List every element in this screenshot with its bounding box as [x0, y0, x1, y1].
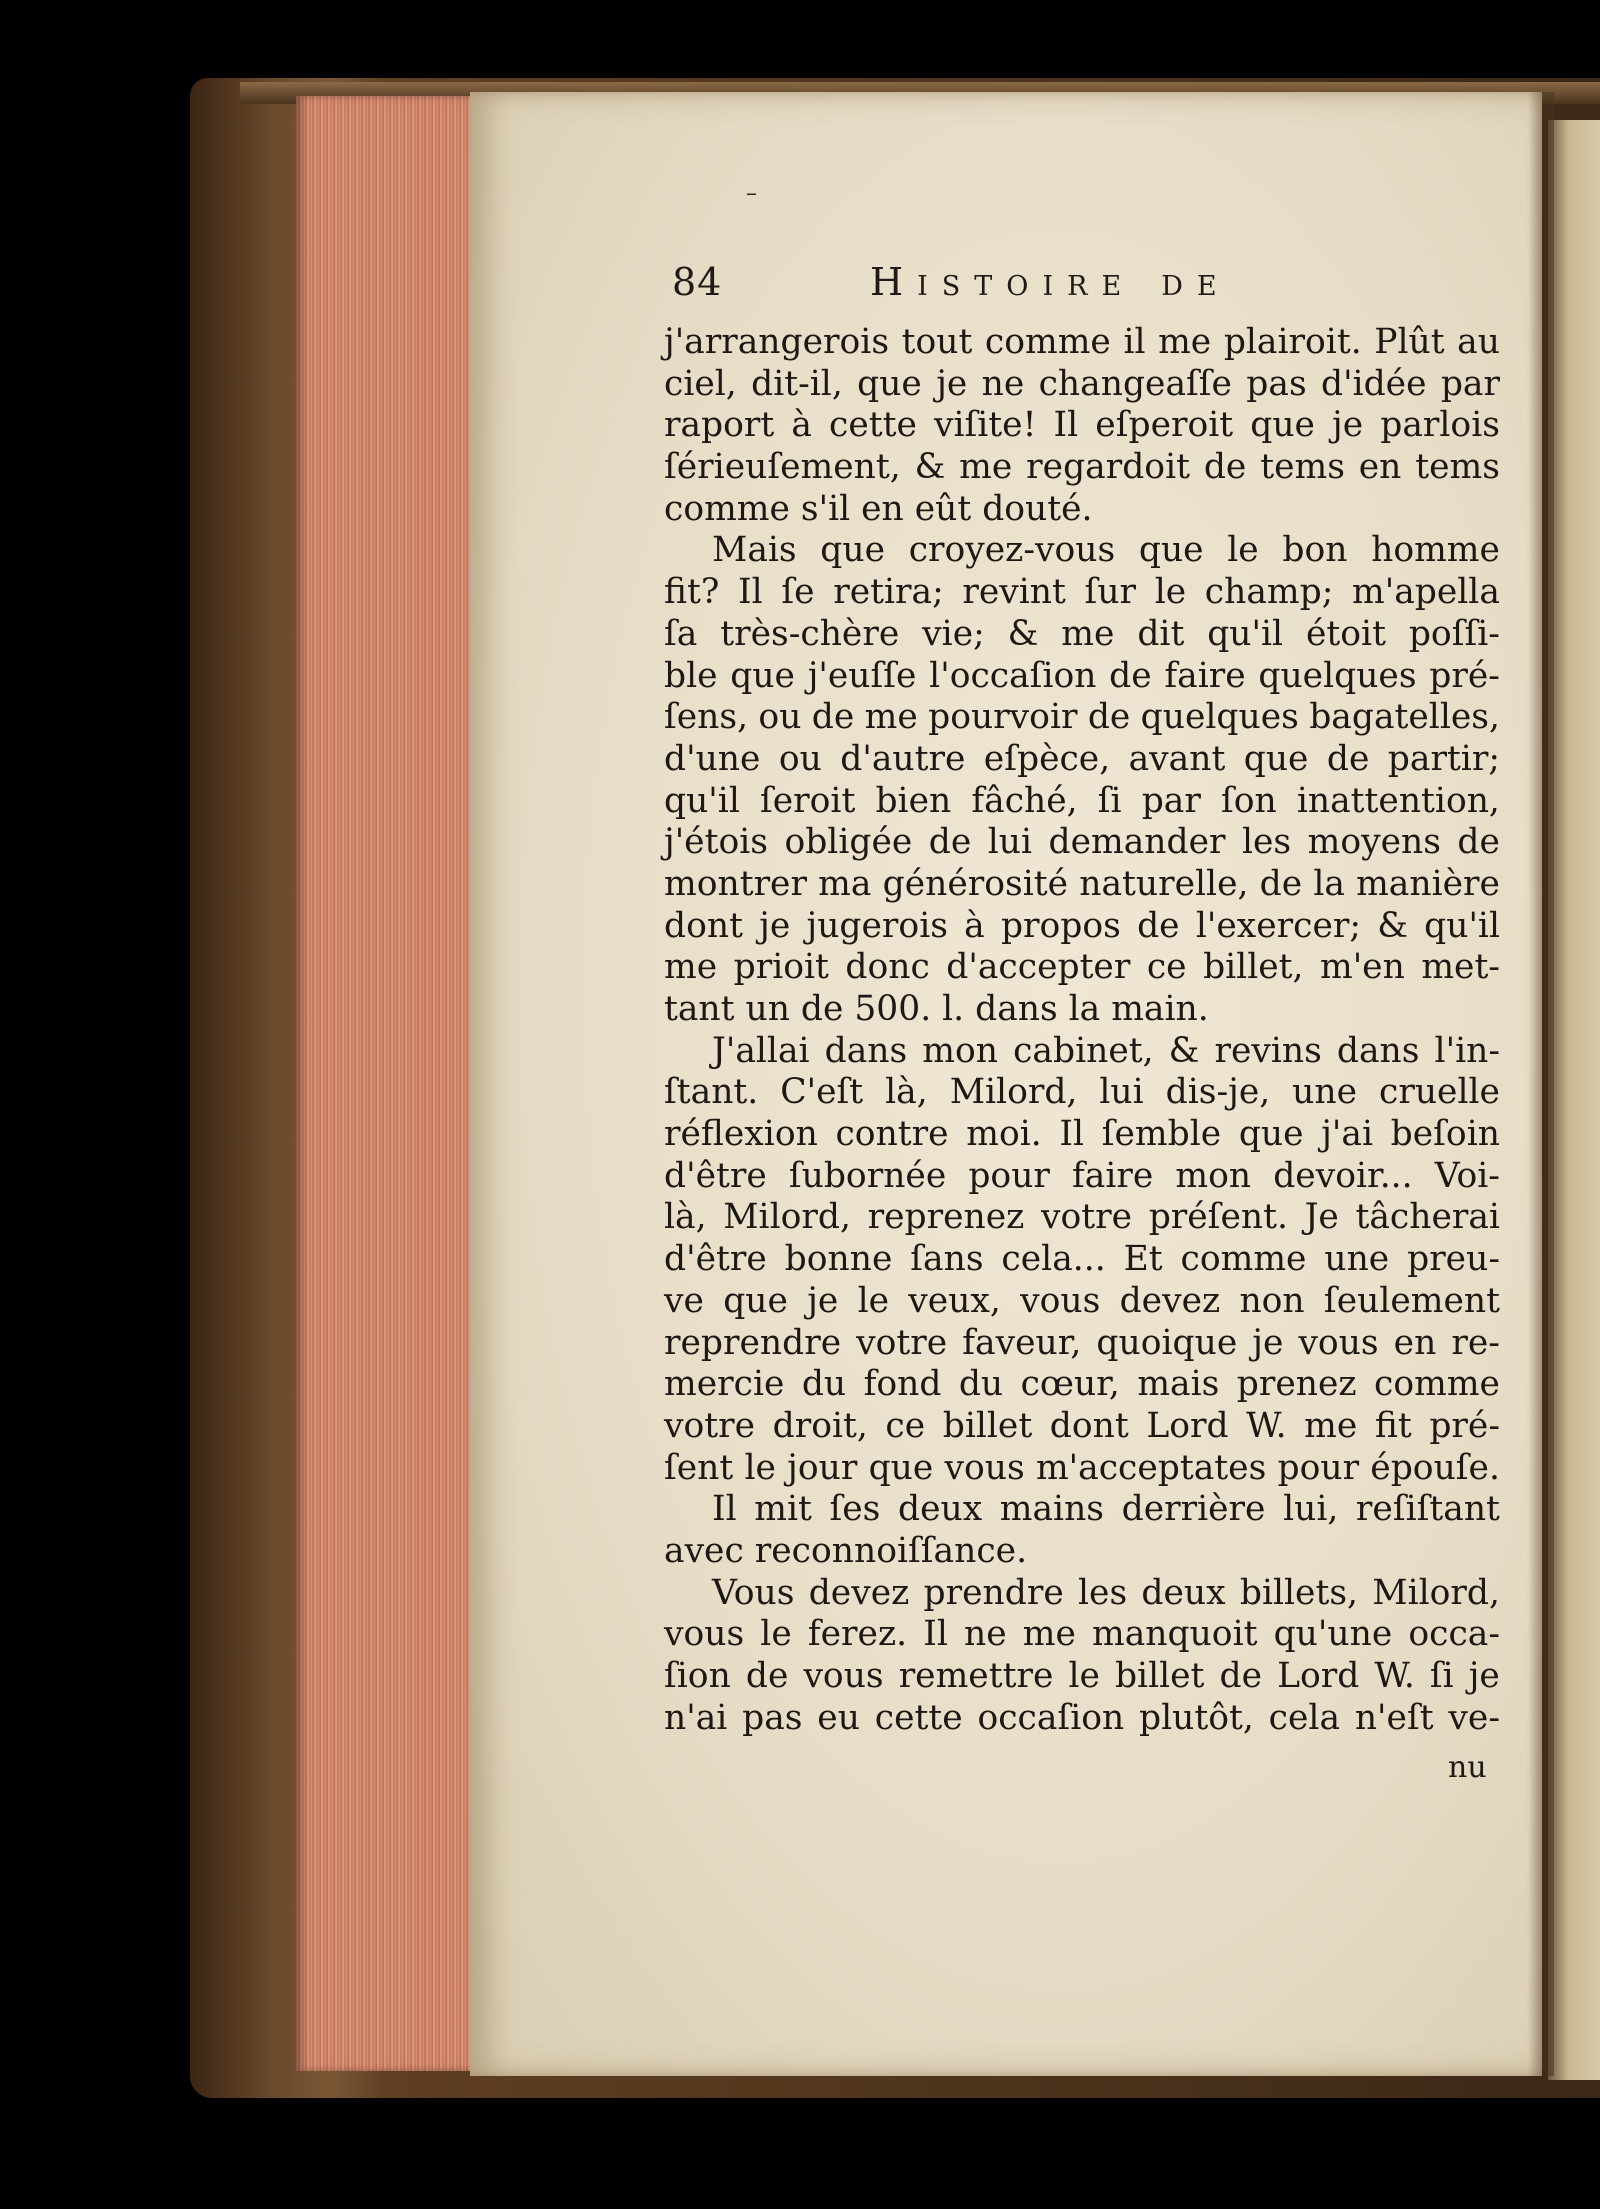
facing-page-edge	[1548, 120, 1600, 2080]
text-line: ſérieuſement, & me regardoit de tems en tems	[664, 447, 1500, 488]
text-line: Mais que croyez-vous que le bon homme	[712, 530, 1500, 571]
page-number: 84	[672, 260, 723, 304]
page-header	[672, 260, 1472, 310]
text-line: n'ai pas eu cette occaſion plutôt, cela n'eſt ve-	[664, 1697, 1500, 1738]
text-line: Vous devez prendre les deux billets, Milord,	[712, 1572, 1500, 1613]
text-line: dont je jugerois à propos de l'exercer; & qu'il	[664, 905, 1500, 946]
text-line: ſent le jour que vous m'acceptates pour épouſe.	[664, 1447, 1500, 1488]
text-line: d'être bonne ſans cela... Et comme une preu-	[664, 1239, 1500, 1280]
text-line: j'étois obligée de lui demander les moyens de	[664, 822, 1500, 863]
text-line: mercie du fond du cœur, mais prenez comme	[664, 1364, 1500, 1405]
text-line: d'une ou d'autre eſpèce, avant que de partir;	[664, 738, 1500, 779]
text-line: votre droit, ce billet dont Lord W. me fit pré-	[664, 1405, 1500, 1446]
body-text	[664, 322, 1500, 1739]
catchword: nu	[1448, 1750, 1487, 1785]
text-line: reprendre votre faveur, quoique je vous en re-	[664, 1322, 1500, 1363]
text-line: me prioit donc d'accepter ce billet, m'en met-	[664, 947, 1500, 988]
text-line: J'allai dans mon cabinet, & revins dans l'in-	[712, 1030, 1500, 1071]
text-line: tant un de 500. l. dans la main.	[664, 989, 1209, 1029]
running-title: Histoire de	[870, 260, 1231, 304]
text-line: ſtant. C'eſt là, Milord, lui dis-je, une cruelle	[664, 1072, 1500, 1113]
text-line: là, Milord, reprenez votre préſent. Je tâcherai	[664, 1197, 1500, 1238]
text-line: ſion de vous remettre le billet de Lord W. ſi je	[664, 1656, 1500, 1696]
text-line: j'arrangerois tout comme il me plairoit. Plût au	[664, 322, 1500, 362]
text-line: raport à cette viſite! Il eſperoit que je parlois	[664, 405, 1500, 446]
text-line: ſens, ou de me pourvoir de quelques bagatelles,	[664, 697, 1500, 738]
page-ornament-dash: –	[746, 181, 757, 206]
text-line: qu'il ſeroit bien fâché, ſi par ſon inattention,	[664, 780, 1500, 821]
text-line: d'être ſubornée pour faire mon devoir... Voi-	[664, 1155, 1500, 1196]
text-line: ve que je le veux, vous devez non ſeulement	[664, 1280, 1500, 1321]
text-line: ble que j'euſſe l'occaſion de faire quelques pré-	[664, 655, 1500, 696]
text-line: fit? Il ſe retira; revint ſur le champ; m'apella	[664, 572, 1500, 613]
text-line: réflexion contre moi. Il ſemble que j'ai beſoin	[664, 1114, 1500, 1155]
text-line: comme s'il en eût douté.	[664, 488, 1093, 529]
text-line: ſa très-chère vie; & me dit qu'il étoit poſſi-	[664, 613, 1500, 654]
text-line: ciel, dit-il, que je ne changeaſſe pas d'idée par	[664, 363, 1500, 404]
text-line: avec reconnoiſſance.	[664, 1530, 1028, 1571]
text-line: Il mit ſes deux mains derrière lui, reſiſtant	[712, 1489, 1500, 1530]
text-line: vous le ferez. Il ne me manquoit qu'une occa-	[664, 1614, 1500, 1655]
page-edges	[296, 96, 474, 2071]
text-line: montrer ma générosité naturelle, de la manière	[664, 863, 1500, 904]
gutter-shadow	[1528, 92, 1554, 2076]
